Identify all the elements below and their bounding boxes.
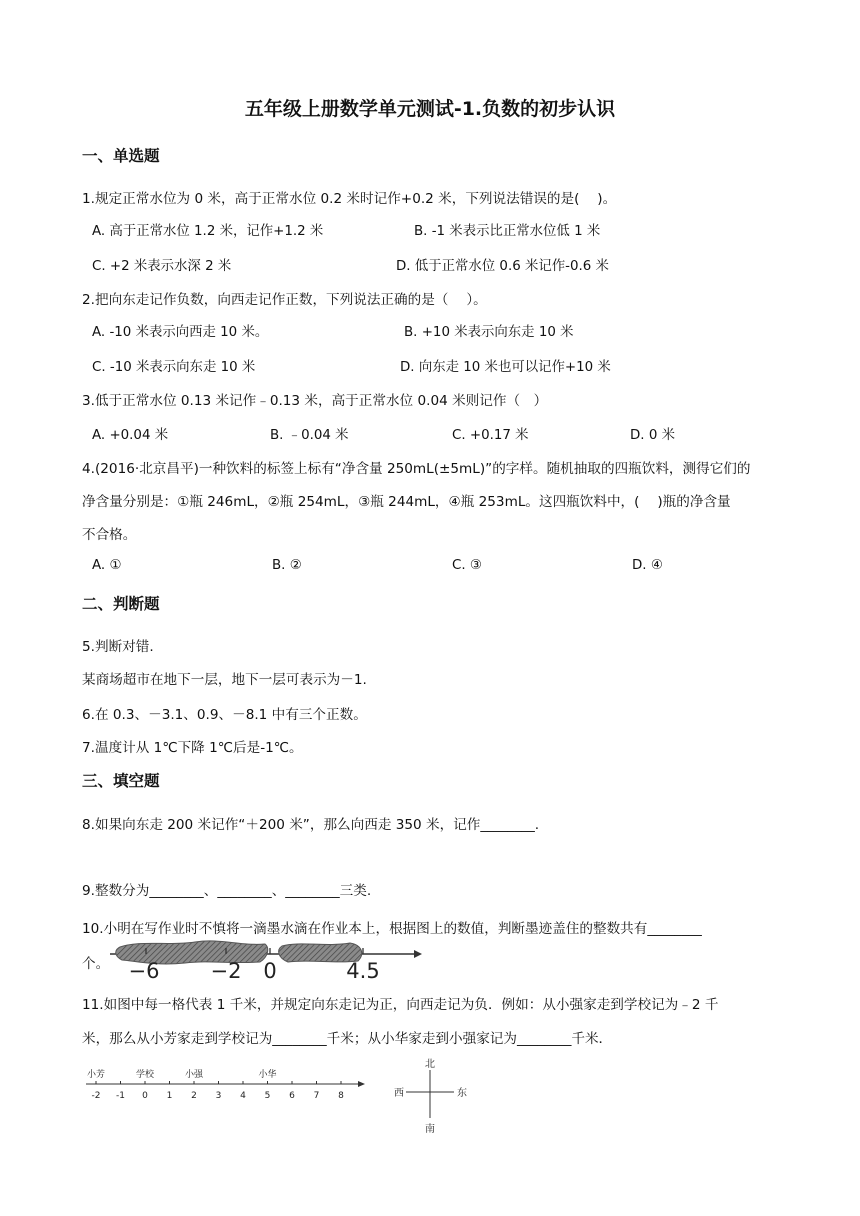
q3-option-a: A. +0.04 米 xyxy=(92,428,169,443)
q1-option-d: D. 低于正常水位 0.6 米记作-0.6 米 xyxy=(396,259,609,274)
places-tick-label: 1 xyxy=(166,1091,173,1101)
place-label: 小强 xyxy=(184,1070,204,1080)
places-tick-label: 6 xyxy=(289,1091,295,1101)
compass-south: 南 xyxy=(425,1124,435,1135)
places-tick-label: 4 xyxy=(240,1091,246,1101)
places-tick-label: 3 xyxy=(215,1091,222,1101)
place-label: 学校 xyxy=(135,1070,155,1080)
label-zero: 0 xyxy=(263,959,277,983)
q3-option-b: B. ﹣0.04 米 xyxy=(270,428,349,443)
section-heading-single-choice: 一、单选题 xyxy=(82,147,160,165)
number-line-arrow xyxy=(414,950,422,958)
question-5-line-2: 某商场超市在地下一层，地下一层可表示为－1. xyxy=(82,672,367,688)
places-axis-arrow xyxy=(358,1081,365,1087)
q4-option-c: C. ③ xyxy=(452,558,482,573)
question-7: 7.温度计从 1℃下降 1℃后是-1℃。 xyxy=(82,740,303,756)
place-label: 小华 xyxy=(258,1070,277,1080)
ink-number-line-figure xyxy=(100,932,430,984)
places-tick-label: -2 xyxy=(91,1091,101,1101)
place-label: 小芳 xyxy=(86,1070,106,1080)
places-tick-label: 0 xyxy=(142,1091,148,1101)
question-1: 1.规定正常水位为 0 米，高于正常水位 0.2 米时记作+0.2 米，下列说法错误的是( )。 xyxy=(82,191,617,207)
question-6: 6.在 0.3、－3.1、0.9、－8.1 中有三个正数。 xyxy=(82,707,367,723)
question-10-line-2: 个。 xyxy=(82,956,110,972)
q4-option-d: D. ④ xyxy=(632,558,663,573)
q4-option-b: B. ② xyxy=(272,558,302,573)
compass-east: 东 xyxy=(457,1088,467,1099)
question-8: 8.如果向东走 200 米记作“＋200 米”，那么向西走 350 米，记作________. xyxy=(82,817,540,833)
q2-option-d: D. 向东走 10 米也可以记作+10 米 xyxy=(400,360,611,375)
section-heading-fill-blank: 三、填空题 xyxy=(82,772,160,790)
places-tick-label: 2 xyxy=(191,1091,197,1101)
question-2: 2.把向东走记作负数，向西走记作正数，下列说法正确的是（ ）。 xyxy=(82,292,487,308)
page-title: 五年级上册数学单元测试-1.负数的初步认识 xyxy=(244,98,616,120)
q1-option-a: A. 高于正常水位 1.2 米，记作+1.2 米 xyxy=(92,224,324,239)
places-tick-label: 5 xyxy=(264,1091,271,1101)
compass-north: 北 xyxy=(425,1059,435,1070)
question-11-line-2: 米，那么从小芳家走到学校记为________千米；从小华家走到小强家记为________千米． xyxy=(82,1031,613,1047)
question-10-line-1: 10.小明在写作业时不慎将一滴墨水滴在作业本上，根据图上的数值，判断墨迹盖住的整数共有________ xyxy=(82,921,702,937)
q4-option-a: A. ① xyxy=(92,558,122,573)
question-11-line-1: 11.如图中每一格代表 1 千米，并规定向东走记为正，向西走记为负．例如：从小强家走到学校记为﹣2 千 xyxy=(82,997,719,1013)
places-number-line-figure xyxy=(82,1060,372,1110)
label-minus-2: −2 xyxy=(210,959,242,983)
places-tick-label: 8 xyxy=(338,1091,344,1101)
q1-option-c: C. +2 米表示水深 2 米 xyxy=(92,259,232,274)
q2-option-c: C. -10 米表示向东走 10 米 xyxy=(92,360,256,375)
compass-figure xyxy=(392,1056,472,1136)
places-tick-label: -1 xyxy=(116,1091,125,1101)
compass-west: 西 xyxy=(394,1088,404,1099)
section-heading-true-false: 二、判断题 xyxy=(82,595,160,613)
question-5-line-1: 5.判断对错. xyxy=(82,639,154,655)
q3-option-d: D. 0 米 xyxy=(630,428,675,443)
label-minus-6: −6 xyxy=(128,959,160,983)
places-tick-label: 7 xyxy=(313,1091,320,1101)
q2-option-b: B. +10 米表示向东走 10 米 xyxy=(404,325,574,340)
label-4-5: 4.5 xyxy=(346,959,380,983)
q2-option-a: A. -10 米表示向西走 10 米。 xyxy=(92,325,269,340)
q3-option-c: C. +0.17 米 xyxy=(452,428,529,443)
question-3: 3.低于正常水位 0.13 米记作﹣0.13 米，高于正常水位 0.04 米则记作（ ） xyxy=(82,393,548,409)
question-9: 9.整数分为________、________、________三类. xyxy=(82,883,372,899)
question-4-line-3: 不合格。 xyxy=(82,527,137,543)
question-4-line-1: 4.(2016·北京昌平)一种饮料的标签上标有“净含量 250mL(±5mL)”的字样。随机抽取的四瓶饮料，测得它们的 xyxy=(82,461,751,477)
q1-option-b: B. -1 米表示比正常水位低 1 米 xyxy=(414,224,601,239)
question-4-line-2: 净含量分别是：①瓶 246mL，②瓶 254mL，③瓶 244mL，④瓶 253mL。这四瓶饮料中，( )瓶的净含量 xyxy=(82,494,731,510)
